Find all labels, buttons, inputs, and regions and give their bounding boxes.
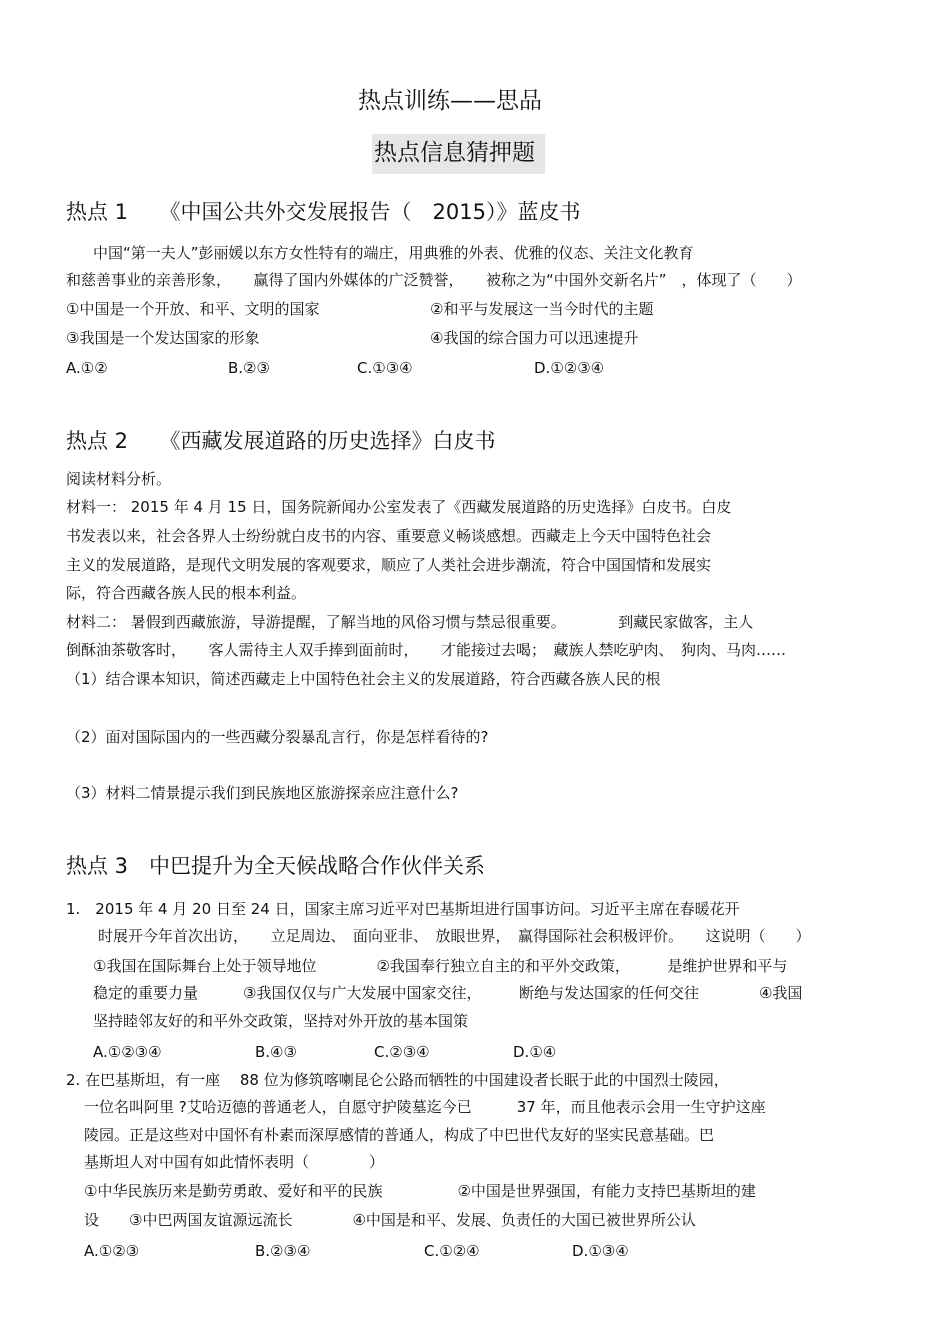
hotspot-3-q1-line: 时展开今年首次出访， 立足周边、 面向亚非、 放眼世界， 赢得国际社会积极评价。 这说明（ ）: [98, 927, 811, 945]
hotspot-2-material-line: 材料二： 暑假到西藏旅游，导游提醒，了解当地的风俗习惯与禁忌很重要。 到藏民家做客，主人: [66, 613, 754, 631]
section-subtitle: 热点信息猜押题: [372, 134, 545, 174]
hotspot-3-q2-line: 基斯坦人对中国有如此情怀表明（ ）: [84, 1153, 385, 1171]
hotspot-1-choice-d: D.①②③④: [534, 359, 605, 377]
hotspot-3-q2-choice-b: B.②③④: [255, 1242, 311, 1260]
hotspot-3-q1-choice-d: D.①④: [513, 1043, 557, 1061]
hotspot-3-q1-line: ①我国在国际舞台上处于领导地位 ②我国奉行独立自主的和平外交政策， 是维护世界和平与: [93, 957, 788, 975]
hotspot-2-question: （2）面对国际国内的一些西藏分裂暴乱言行，你是怎样看待的?: [66, 728, 489, 746]
hotspot-3-q2-line: 一位名叫阿里 ?艾哈迈德的普通老人，自愿守护陵墓迄今已 37 年，而且他表示会用一生守护这座: [84, 1098, 766, 1116]
hotspot-1-heading: 热点 1 《中国公共外交发展报告（ 2015）》蓝皮书: [66, 200, 581, 224]
hotspot-3-heading: 热点 3 中巴提升为全天候战略合作伙伴关系: [66, 854, 486, 878]
hotspot-3-q2-choice-d: D.①③④: [572, 1242, 629, 1260]
hotspot-3-q1-line: 稳定的重要力量 ③我国仅仅与广大发展中国家交往， 断绝与发达国家的任何交往 ④我国: [93, 984, 803, 1002]
hotspot-2-material-line: 材料一： 2015 年 4 月 15 日，国务院新闻办公室发表了《西藏发展道路的历史选择》白皮书。白皮: [66, 498, 732, 516]
hotspot-2-heading: 热点 2 《西藏发展道路的历史选择》白皮书: [66, 429, 496, 453]
hotspot-1-option: ①中国是一个开放、和平、文明的国家: [66, 300, 320, 318]
hotspot-1-choice-a: A.①②: [66, 359, 108, 377]
page-title: 热点训练——思品: [358, 88, 542, 114]
hotspot-1-option: ③我国是一个发达国家的形象: [66, 329, 260, 347]
hotspot-2-question: （1）结合课本知识，简述西藏走上中国特色社会主义的发展道路，符合西藏各族人民的根: [66, 670, 661, 688]
hotspot-3-q2-line: 陵园。正是这些对中国怀有朴素而深厚感情的普通人，构成了中巴世代友好的坚实民意基础。巴: [84, 1126, 715, 1144]
hotspot-3-q2-line: ①中华民族历来是勤劳勇敢、爱好和平的民族 ②中国是世界强国，有能力支持巴基斯坦的建: [84, 1182, 756, 1200]
hotspot-1-option: ④我国的综合国力可以迅速提升: [430, 329, 639, 347]
hotspot-2-material-line: 倒酥油茶敬客时， 客人需待主人双手捧到面前时， 才能接过去喝； 藏族人禁吃驴肉、 狗肉、马肉……: [66, 641, 787, 659]
hotspot-3-q1-line: 1. 2015 年 4 月 20 日至 24 日，国家主席习近平对巴基斯坦进行国事访问。习近平主席在春暖花开: [66, 900, 740, 918]
hotspot-3-q2-line: 2. 在巴基斯坦，有一座 88 位为修筑喀喇昆仑公路而牺牲的中国建设者长眠于此的中国烈士陵园，: [66, 1071, 729, 1089]
hotspot-3-q2-line: 设 ③中巴两国友谊源远流长 ④中国是和平、发展、负责任的大国已被世界所公认: [84, 1211, 696, 1229]
hotspot-3-q1-line: 坚持睦邻友好的和平外交政策，坚持对外开放的基本国策: [93, 1012, 469, 1030]
hotspot-1-option: ②和平与发展这一当今时代的主题: [430, 300, 654, 318]
hotspot-3-q1-choice-c: C.②③④: [374, 1043, 430, 1061]
hotspot-2-material-line: 主义的发展道路，是现代文明发展的客观要求，顺应了人类社会进步潮流，符合中国国情和发展实: [66, 556, 712, 574]
hotspot-3-q2-choice-a: A.①②③: [84, 1242, 140, 1260]
hotspot-2-question: （3）材料二情景提示我们到民族地区旅游探亲应注意什么?: [66, 784, 459, 802]
hotspot-2-material-line: 书发表以来，社会各界人士纷纷就白皮书的内容、重要意义畅谈感想。西藏走上今天中国特色社会: [66, 527, 712, 545]
hotspot-1-question-line: 中国“第一夫人”彭丽媛以东方女性特有的端庄，用典雅的外表、优雅的仪态、关注文化教育: [93, 244, 694, 262]
hotspot-2-intro: 阅读材料分析。: [66, 470, 172, 488]
hotspot-3-q2-choice-c: C.①②④: [424, 1242, 480, 1260]
hotspot-2-material-line: 际，符合西藏各族人民的根本利益。: [66, 584, 307, 602]
hotspot-1-question-line: 和慈善事业的亲善形象， 赢得了国内外媒体的广泛赞誉， 被称之为“中国外交新名片” ，体现了（ ）: [66, 271, 802, 289]
hotspot-3-q1-choice-b: B.④③: [255, 1043, 297, 1061]
hotspot-3-q1-choice-a: A.①②③④: [93, 1043, 162, 1061]
hotspot-1-choice-b: B.②③: [228, 359, 270, 377]
hotspot-1-choice-c: C.①③④: [357, 359, 413, 377]
